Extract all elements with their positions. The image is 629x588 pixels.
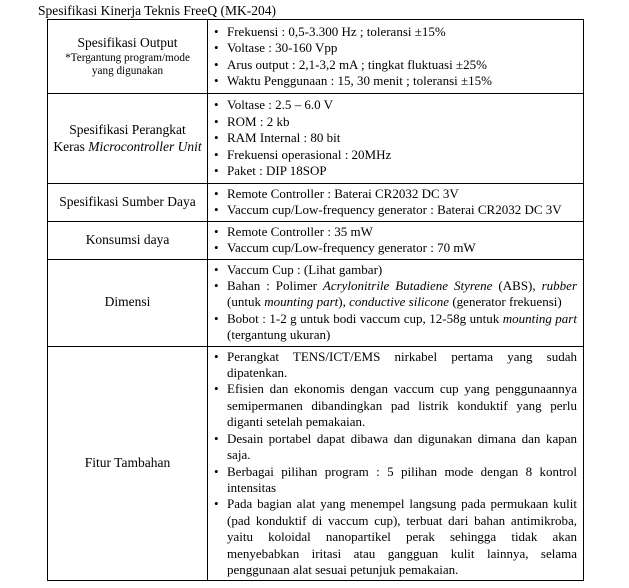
spec-bullet-item — [213, 464, 577, 497]
spec-bullet-item — [213, 202, 577, 218]
spec-bullet-list — [213, 97, 577, 179]
spec-bullet-item — [213, 431, 577, 464]
spec-value-cell — [208, 20, 584, 94]
text-segment: ROM : 2 kb — [227, 113, 290, 129]
spec-label — [53, 122, 202, 155]
spec-value-cell — [208, 94, 584, 184]
text-segment: Spesifikasi Sumber Daya — [59, 194, 196, 210]
text-segment: Waktu Penggunaan : 15, 30 menit ; toleransi ±15% — [227, 72, 492, 88]
text-segment: Spesifikasi Perangkat Keras — [53, 122, 186, 154]
text-segment: RAM Internal : 80 bit — [227, 130, 341, 146]
text-segment: Voltase : 30-160 Vpp — [227, 40, 338, 56]
spec-bullet-item — [213, 97, 577, 113]
text-segment: Remote Controller : Baterai CR2032 DC 3V — [227, 186, 459, 201]
spec-bullet-item — [213, 381, 577, 430]
spec-bullet-item — [213, 114, 577, 130]
spec-label-note: *Tergantung program/mode yang digunakan — [65, 52, 190, 78]
table-row — [48, 94, 584, 184]
spec-bullet-item — [213, 186, 577, 202]
italic-text-segment: mounting part — [264, 294, 339, 310]
spec-bullet-list — [213, 224, 577, 257]
italic-text-segment: Acrylonitrile Butadiene Styrene — [322, 278, 493, 294]
text-segment: Fitur Tambahan — [84, 455, 171, 471]
text-segment: Vaccum Cup : (Lihat gambar) — [227, 261, 383, 277]
spec-bullet-item — [213, 240, 577, 256]
spec-label-cell — [48, 221, 208, 259]
spec-value-cell — [208, 221, 584, 259]
text-segment: Berbagai pilihan program : 5 pilihan mode dengan 8 kontrol intensitas — [227, 463, 577, 495]
spec-table — [47, 19, 584, 581]
text-segment: (tergantung ukuran) — [227, 327, 331, 343]
text-segment: Bahan : Polimer — [227, 278, 323, 294]
text-segment: Remote Controller : 35 mW — [227, 223, 373, 239]
spec-label — [53, 294, 202, 311]
spec-bullet-list — [213, 262, 577, 344]
text-segment: Frekuensi : 0,5-3.300 Hz ; toleransi ±15% — [227, 23, 446, 39]
spec-bullet-item — [213, 311, 577, 344]
text-segment: Arus output : 2,1-3,2 mA ; tingkat fluktuasi ±25% — [227, 56, 487, 72]
spec-bullet-item — [213, 496, 577, 578]
spec-bullet-list — [213, 24, 577, 90]
spec-label-cell — [48, 20, 208, 94]
spec-bullet-item — [213, 73, 577, 89]
text-segment: Efisien dan ekonomis dengan vaccum cup yang penggunaannya semipermanen dibandingkan pad listrik konduktif yang perlu diganti setelah pemakaian. — [227, 381, 577, 430]
text-segment: Vaccum cup/Low-frequency generator : Baterai CR2032 DC 3V — [227, 202, 562, 218]
page-title: Spesifikasi Kinerja Teknis FreeQ (MK-204) — [38, 3, 277, 18]
spec-label-cell — [48, 346, 208, 581]
spec-label-cell — [48, 259, 208, 346]
table-row — [48, 346, 584, 581]
spec-table-body — [48, 20, 584, 581]
text-segment: (ABS), — [492, 278, 542, 294]
spec-label — [53, 194, 202, 211]
spec-bullet-item — [213, 262, 577, 278]
spec-label — [53, 455, 202, 472]
text-segment: Voltase : 2.5 – 6.0 V — [227, 97, 334, 113]
spec-bullet-list — [213, 186, 577, 219]
spec-bullet-item — [213, 40, 577, 56]
spec-value-cell — [208, 184, 584, 222]
table-row — [48, 20, 584, 94]
spec-bullet-item — [213, 57, 577, 73]
table-row — [48, 221, 584, 259]
spec-bullet-item — [213, 24, 577, 40]
italic-text-segment: conductive silicone — [349, 294, 450, 310]
text-segment: Frekuensi operasional : 20MHz — [227, 146, 392, 162]
text-segment: Perangkat TENS/ICT/EMS nirkabel pertama yang sudah dipatenkan. — [227, 348, 577, 381]
spec-label — [53, 35, 202, 52]
text-segment: Desain portabel dapat dibawa dan digunakan dimana dan kapan saja. — [227, 430, 577, 463]
italic-text-segment: Microcontroller Unit — [88, 138, 202, 154]
spec-bullet-item — [213, 278, 577, 311]
text-segment: Spesifikasi Output — [77, 34, 178, 50]
text-segment: (generator frekuensi) — [449, 294, 562, 310]
text-segment: Bobot : 1-2 g untuk bodi vaccum cup, 12-58g untuk — [227, 310, 503, 326]
spec-bullet-item — [213, 163, 577, 179]
text-segment: Pada bagian alat yang menempel langsung pada permukaan kulit (pad konduktif di vaccum cup), terbuat dari bahan antimikroba, yaitu koloidal nanopartikel perak sehingga tidak akan menyebabkan iritasi atau gangguan kulit lainnya, selama penggunaan alat sesuai petunjuk pemakaian. — [227, 496, 577, 577]
table-row — [48, 184, 584, 222]
text-segment: Dimensi — [104, 294, 151, 310]
text-segment: Paket : DIP 18SOP — [227, 163, 327, 179]
spec-bullet-item — [213, 224, 577, 240]
spec-bullet-item — [213, 349, 577, 382]
spec-label — [53, 232, 202, 249]
spec-value-cell — [208, 346, 584, 581]
italic-text-segment: mounting part — [502, 310, 577, 326]
spec-value-cell — [208, 259, 584, 346]
spec-bullet-item — [213, 147, 577, 163]
text-segment: (untuk — [227, 294, 265, 310]
spec-label-cell — [48, 184, 208, 222]
spec-bullet-list — [213, 349, 577, 579]
spec-bullet-item — [213, 130, 577, 146]
italic-text-segment: rubber — [541, 278, 577, 294]
text-segment: Konsumsi daya — [85, 231, 170, 247]
table-row — [48, 259, 584, 346]
text-segment: ), — [338, 294, 350, 310]
spec-label-cell — [48, 94, 208, 184]
text-segment: Vaccum cup/Low-frequency generator : 70 mW — [227, 240, 476, 256]
